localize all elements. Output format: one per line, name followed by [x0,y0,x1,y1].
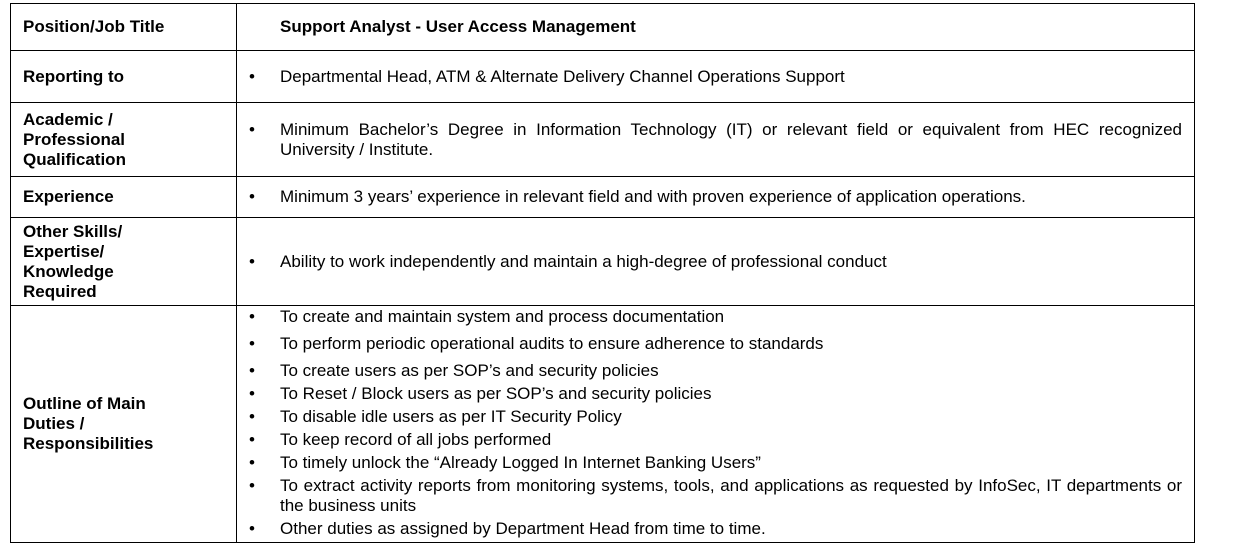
list-item [237,519,1182,539]
label-line: Academic / [23,109,113,129]
row-experience [11,177,1195,218]
list-item [237,361,1182,381]
cell-reporting-to [237,51,1195,103]
list-item [237,67,1182,87]
label-experience: Experience [11,177,237,218]
list-item [237,307,1182,327]
label-duties [11,306,237,543]
label-line: Other Skills/ [23,221,123,241]
item-text: Minimum Bachelor’s Degree in Information Technology (IT) or relevant field or equivalent from HEC recognized University / Institute. [280,119,1182,159]
label-line: Outline of Main [23,394,146,413]
bullet-icon: • [249,119,255,139]
bullet-icon: • [249,306,255,326]
label-line: Required [23,281,97,301]
item-text: Ability to work independently and maintain a high-degree of professional conduct [280,251,887,271]
cell-qualification [237,103,1195,177]
label-line: Qualification [23,149,126,169]
cell-duties [237,306,1195,543]
job-description-table [10,3,1195,543]
item-text: Other duties as assigned by Department Head from time to time. [280,518,766,538]
bullet-icon: • [249,383,255,403]
label-position-title: Position/Job Title [11,4,237,51]
row-duties [11,306,1195,543]
list-item [237,407,1182,427]
item-text: Minimum 3 years’ experience in relevant field and with proven experience of application operations. [280,187,1026,206]
bullet-icon: • [249,66,255,86]
cell-skills [237,218,1195,306]
item-text: To timely unlock the “Already Logged In Internet Banking Users” [280,452,761,472]
bullet-icon: • [249,475,255,495]
list-item [237,334,1182,354]
bullet-icon: • [249,333,255,353]
item-text: To extract activity reports from monitoring systems, tools, and applications as requested by InfoSec, IT departments or the business units [280,475,1182,515]
item-text: To create and maintain system and process documentation [280,306,725,326]
item-text: Departmental Head, ATM & Alternate Delivery Channel Operations Support [280,66,845,86]
bullet-icon: • [249,406,255,426]
label-line: Professional [23,129,126,149]
bullet-icon: • [249,452,255,472]
bullet-icon: • [249,360,255,380]
label-reporting-to: Reporting to [11,51,237,103]
item-text: To disable idle users as per IT Security Policy [280,406,622,426]
list-item [237,187,1182,207]
label-skills [11,218,237,306]
bullet-icon: • [249,251,255,271]
label-qualification [11,103,237,177]
item-text: To perform periodic operational audits to ensure adherence to standards [280,333,824,353]
label-line: Duties / [23,414,85,433]
bullet-icon: • [249,518,255,538]
row-skills [11,218,1195,306]
list-item [237,430,1182,450]
bullet-icon: • [249,429,255,449]
list-item [237,476,1182,516]
label-line: Expertise/ [23,241,105,261]
row-qualification [11,103,1195,177]
list-item [237,384,1182,404]
label-line: Responsibilities [23,434,154,453]
list-item [237,453,1182,473]
value-position-title: Support Analyst - User Access Management [237,4,1195,51]
list-item [237,252,1182,272]
label-line: Knowledge [23,261,114,281]
item-text: To create users as per SOP’s and security policies [280,360,659,380]
list-item [237,120,1182,160]
row-position-title [11,4,1195,51]
item-text: To keep record of all jobs performed [280,429,552,449]
item-text: To Reset / Block users as per SOP’s and security policies [280,383,712,403]
cell-experience [237,177,1195,218]
bullet-icon: • [249,187,255,206]
row-reporting-to [11,51,1195,103]
